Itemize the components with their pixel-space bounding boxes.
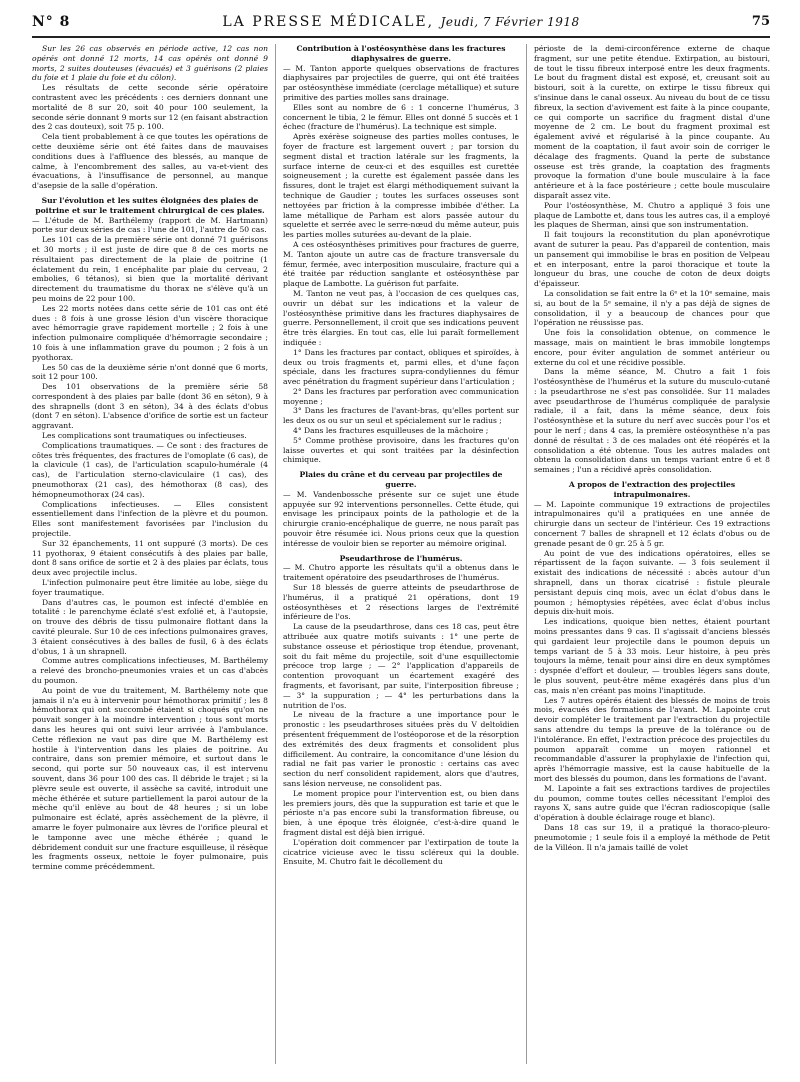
paragraph: Des 101 observations de la première série 58 correspondent à des plaies par balle (dont 36 en séton), 9 à des shrapnells (dont 3 en séton), 34 à des éclats d'obus (dont 7 en séton). L'absence d'orifice de sortie est un facteur aggravant. — [32, 382, 268, 431]
heading-lead: — L'étude de M. Barthélemy (rapport de M. Hartmann) porte sur deux séries de cas : l'une de 101, l'autre de 50 cas. — [32, 215, 268, 235]
section-heading — [534, 480, 770, 500]
heading-title: Plaies du crâne et du cerveau par projectiles de guerre. — [299, 470, 503, 490]
list-item: 1° Dans les fractures par contact, obliques et spiroïdes, à deux ou trois fragments et, parmi elles, et d'une façon spéciale, dans les fractures supra-condyliennes du fémur avec pénétration du fragment supérieur dans l'articulation ; — [283, 347, 519, 387]
paragraph: Cela tient probablement à ce que toutes les opérations de cette deuxième série ont été faites dans de mauvaises conditions dues à l'affluence des blessés, au manque de calme, à l'encombrement des salles, au va-et-vient des évacuations, à l'insuffisance de personnel, au manque d'asepsie de la salle d'opération. — [32, 132, 268, 191]
paragraph: L'opération doit commencer par l'extirpation de toute la cicatrice vicieuse avec le tissu scléreux qui la double. Ensuite, M. Chutro fait le décollement du — [283, 837, 519, 867]
paragraph: Dans d'autres cas, le poumon est infecté d'emblée en totalité : le parenchyme éclaté s'est exfolié et, à l'autopsie, on trouve des débris de tissu pulmonaire flottant dans la cavité pleurale. Sur 10 de ces infections pulmonaires graves, 3 étaient consécutives à des balles de fusil, 6 à des éclats d'obus, 1 à un shrapnell. — [32, 597, 268, 656]
paragraph: Sur 32 épanchements, 11 ont suppuré (3 morts). De ces 11 pyothorax, 9 étaient consécutifs à des plaies par balle, dont 8 sans orifice de sortie et 2 à des plaies par éclats, tous deux avec projectile inclus. — [32, 538, 268, 578]
article-columns — [32, 44, 770, 1072]
paragraph: La consolidation se fait entre la 6ᵉ et la 10ᵉ semaine, mais si, au bout de la 5ᵉ semaine, il n'y a pas déjà de signes de consolidation, il y a beaucoup de chances pour que l'opération ne réussisse pas. — [534, 288, 770, 328]
paragraph: Le moment propice pour l'intervention est, ou bien dans les premiers jours, dès que la suppuration est tarie et que le périoste n'a pas encore subi la transformation fibreuse, ou bien, à une époque très éloignée, c'est-à-dire quand le fragment distal est déjà bien irrigué. — [283, 788, 519, 837]
list-item: 4° Dans les fractures esquilleuses de la mâchoire ; — [293, 426, 489, 436]
journal-name: LA PRESSE MÉDICALE, — [222, 14, 435, 30]
list-item: 2° Dans les fractures par perforation avec communication moyenne ; — [283, 386, 519, 406]
page-header — [32, 14, 770, 38]
heading-title: Sur l'évolution et les suites éloignées des plaies de poitrine et sur le traitement chirurgical de ces plaies. — [35, 195, 265, 215]
paragraph: M. Tanton ne veut pas, à l'occasion de ces quelques cas, ouvrir un débat sur les indications et la valeur de l'ostéosynthèse primitive dans les fractures diaphysaires de guerre. Personnellement, il croit que ses indications peuvent être très élargies. En tout cas, elle lui paraît formellement indiquée : — [283, 288, 519, 347]
paragraph: Au point de vue des indications opératoires, elles se répartissent de la façon suivante. — 3 fois seulement il existait des indications de nécessité : abcès autour d'un shrapnell, dans un thorax cicatrisé : fistule pleurale persistant depuis cinq mois, avec un éclat d'obus dans le poumon ; hémoptysies répétées, avec éclat d'obus inclus depuis dix-huit mois. — [534, 548, 770, 617]
section-heading — [32, 196, 268, 216]
paragraph: Les complications sont traumatiques ou infectieuses. — [42, 431, 247, 441]
paragraph: Les 22 morts notées dans cette série de 101 cas ont été dues : 8 fois à une grosse lésion d'un viscère thoracique avec hémorragie grave rapidement mortelle ; 2 fois à une infection pulmonaire compliquée d'hémorragie secondaire ; 10 fois à une inflammation grave du poumon ; 2 fois à un pyothorax. — [32, 303, 268, 362]
section-heading — [283, 44, 519, 64]
paragraph: Au point de vue du traitement, M. Barthélemy note que jamais il n'a eu à intervenir pour hémothorax primitif ; les 8 hémothorax qui ont succombé étaient si choqués qu'on ne pouvait songer à la moindre intervention ; tous sont morts dans les heures qui ont suivi leur arrivée à l'ambulance. Cette réflexion ne vaut pas dire que M. Barthélemy est hostile à l'intervention dans les plaies de poitrine. Au contraire, dans son premier mémoire, et surtout dans le second, qui porte sur 50 nouveaux cas, il est intervenu souvent, dans 36 pour 100 des cas. Il débride le trajet ; si la plèvre seule est ouverte, il assèche sa cavité, introduit une mèche éthérée et suture partiellement la paroi autour de la mèche qu'il enlève au bout de 48 heures ; si un lobe pulmonaire est éclaté, après assèchement de la plèvre, il amarre le foyer pulmonaire aux lèvres de l'orifice pleural et le tamponne avec une mèche éthérée ; quand le débridement conduit sur une fracture esquilleuse, il résèque les fragments osseux, nettoie le foyer pulmonaire, puis termine comme précédemment. — [32, 685, 268, 872]
paragraph: Elles sont au nombre de 6 : 1 concerne l'humérus, 3 concernent le tibia, 2 le fémur. Elles ont donné 5 succès et 1 échec (fracture de l'humérus). La technique est simple. — [283, 102, 519, 132]
issue-number: N° 8 — [32, 14, 71, 30]
paragraph: Sur 18 blessés de guerre atteints de pseudarthrose de l'humérus, il a pratiqué 21 opérations, dont 19 ostéosynthèses et 2 résections larges de l'extrémité inférieure de l'os. — [283, 583, 519, 622]
heading-lead: — M. Vandenbossche présente sur ce sujet une étude appuyée sur 92 interventions personnelles. Cette étude, qui envisage les principaux points de la pathologie et de la chirurgie cranio-encéphalique de guerre, ne nous paraît pas pouvoir être résumée ici. Nous prions ceux que la question intéresse de vouloir bien se reporter au mémoire original. — [283, 489, 519, 548]
paragraph: Les indications, quoique bien nettes, étaient pourtant moins pressantes dans 9 cas. Il s'agissait d'anciens blessés qui gardaient leur projectile dans le poumon depuis un temps variant de 5 à 33 mois. Leur histoire, à peu près toujours la même, tenait pour ainsi dire en deux symptômes : dyspnée d'effort et douleur, — troubles légers sans doute, le plus souvent, peut-être même exagérés dans plus d'un cas, mais n'en créant pas moins l'inaptitude. — [534, 617, 770, 695]
paragraph: Il fait toujours la reconstitution du plan aponévrotique avant de suturer la peau. Pas d'appareil de contention, mais un pansement qui immobilise le bras en position de Velpeau et en interposant, entre la paroi thoracique et toute la longueur du bras, une couche de coton de deux doigts d'épaisseur. — [534, 230, 770, 289]
paragraph: Sur les 26 cas observés en période active, 12 cas non opérés ont donné 12 morts, 14 cas opérés ont donné 9 morts, 2 suites douteuses (évacués) et 3 guérisons (2 plaies du foie et 1 plaie du foie et du côlon). — [32, 44, 268, 83]
running-title — [32, 14, 770, 30]
heading-title: Pseudarthrose de l'humérus. — [339, 553, 463, 563]
paragraph: Les 101 cas de la première série ont donné 71 guérisons et 30 morts ; il est juste de dire que 8 de ces morts ne résultaient pas directement de la plaie de poitrine (1 éclatement du rein, 1 encéphalite par plaie du cerveau, 2 embolies, 6 tétanos), si bien que la mortalité dérivant directement du traumatisme du thorax ne s'élève qu'à un peu moins de 22 pour 100. — [32, 235, 268, 303]
column-2 — [283, 44, 519, 1072]
paragraph: Complications traumatiques. — Ce sont : des fractures de côtes très fréquentes, des fractures de l'omoplate (6 cas), de la clavicule (1 cas), de l'articulation scapulo-humérale (4 cas), de l'articulation sterno-claviculaire (1 cas), des pneumothorax (21 cas), des hémothorax (8 cas), des hémopneumothorax (24 cas). — [32, 440, 268, 499]
heading-lead: — M. Lapointe communique 19 extractions de projectiles intrapulmonaires qu'il a pratiquées en une année de chirurgie dans un secteur de l'intérieur. Ces 19 extractions concernent 7 balles de shrapnell et 12 éclats d'obus ou de grenade pesant de 0 gr. 25 à 5 gr. — [534, 499, 770, 548]
heading-lead: — M. Tanton apporte quelques observations de fractures diaphysaires par projectiles de guerre, qui ont été traitées par ostéosynthèse immédiate (cerclage métallique) et suture primitive des parties molles sans drainage. — [283, 63, 519, 102]
list-item: 3° Dans les fractures de l'avant-bras, qu'elles portent sur les deux os ou sur un seul et spécialement sur le radius ; — [283, 406, 519, 426]
heading-title: A propos de l'extraction des projectiles intrapulmonaires. — [568, 480, 736, 499]
paragraph: Dans la même séance, M. Chutro a fait 1 fois l'ostéosynthèse de l'humérus et la suture du musculo-cutané : la pseudarthrose ne s'est pas consolidée. Sur 11 malades avec pseudarthrose de l'humérus compliquée de paralysie radiale, il a fait, dans la même séance, deux fois l'ostéosynthèse et la suture du nerf avec succès pour l'os et pour le nerf ; dans 4 cas, la première ostéosynthèse n'a pas donné de résultat : 3 de ces malades ont été réopérés et la consolidation a été obtenue. Tous les autres malades ont obtenu la consolidation dans un temps variant entre 6 et 8 semaines ; l'un a récidivé après consolidation. — [534, 367, 770, 475]
paragraph: Les résultats de cette seconde série opératoire contrastent avec les précédents : ces derniers donnant une mortalité de 8 sur 20, soit 40 pour 100 seulement, la seconde série donnant 9 morts sur 12 (en faisant abstraction des 2 cas douteux), soit 75 p. 100. — [32, 83, 268, 132]
paragraph: périoste de la demi-circonférence externe de chaque fragment, sur une petite étendue. Extirpation, au bistouri, de tout le tissu fibreux interposé entre les deux fragments. Le bout du fragment distal est exposé, et, creusant soit au bistouri, soit à la curette, on extirpe le tissu fibreux qui s'insinue dans le canal osseux. Au niveau du bout de ce tissu fibreux, la section d'avivement est faite à la pince coupante, ce qui comporte un sacrifice du fragment distal d'une moyenne de 2 cm. Le bout du fragment proximal est également avivé et régularisé à la pince coupante. Au moment de la coaptation, il faut avoir soin de corriger le décalage des fragments. Quand la perte de substance osseuse est très grande, la coaptation des fragments provoque la formation d'une boule musculaire à la face antérieure et à la face postérieure ; cette boule musculaire disparaît assez vite. — [534, 44, 770, 200]
paragraph: Comme autres complications infectieuses, M. Barthélemy a relevé des broncho-pneumonies vraies et un cas d'abcès du poumon. — [32, 656, 268, 685]
section-heading — [283, 554, 519, 564]
paragraph: Dans 18 cas sur 19, il a pratiqué la thoraco-pleuro-pneumotomie ; 1 seule fois il a employé la méthode de Petit de la Villéon. Il n'a jamais taillé de volet — [534, 822, 770, 852]
paragraph: Le niveau de la fracture a une importance pour le pronostic : les pseudarthroses situées près du V deltoïdien présentent fréquemment de l'ostéoporose et de la résorption des extrémités des deux fragments et consolident plus difficilement. Au contraire, la concomitance d'une lésion du radial ne fait pas varier le pronostic : certains cas avec section du nerf consolident rapidement, alors que d'autres, sans lésion nerveuse, ne consolident pas. — [283, 710, 519, 788]
heading-title: Contribution à l'ostéosynthèse dans les fractures diaphysaires de guerre. — [296, 44, 506, 63]
page-number: 75 — [751, 14, 770, 29]
heading-lead: — M. Chutro apporte les résultats qu'il a obtenus dans le traitement opératoire des pseudarthroses de l'humérus. — [283, 563, 519, 583]
paragraph: Après exérèse soigneuse des parties molles contuses, le foyer de fracture est largement ouvert ; par torsion du segment distal et traction latérale sur les fragments, la surface interne de ceux-ci et des esquilles est curettée soigneusement ; la curette est également passée dans les fissures, dont le trajet est élargi méthodiquement suivant la technique de Gaudier ; toutes les surfaces osseuses sont nettoyées par friction à la compresse imbibée d'éther. La lame métallique de Parham est alors passée autour du squelette et serrée avec le serre-nœud du même auteur, puis les parties molles suturées au-devant de la plaie. — [283, 132, 519, 240]
paragraph: M. Lapointe a fait ses extractions tardives de projectiles du poumon, comme toutes celles nécessitant l'emploi des rayons X, sans autre guide que l'écran radioscopique (salle d'opération à double éclairage rouge et blanc). — [534, 783, 770, 823]
column-1 — [32, 44, 268, 1072]
list-item: 5° Comme prothèse provisoire, dans les fractures qu'on laisse ouvertes et qui sont traitées par la désinfection chimique. — [283, 435, 519, 465]
column-3 — [534, 44, 770, 1072]
paragraph: La cause de la pseudarthrose, dans ces 18 cas, peut être attribuée aux quatre motifs suivants : 1° une perte de substance osseuse et périostique trop étendue, provenant, soit du fait même du projectile, soit d'une esquillectomie précoce trop large ; — 2° l'application d'appareils de contention provoquant un écartement exagéré des fragments, et favorisant, par suite, l'interposition fibreuse ; — 3° la suppuration ; — 4° les perturbations dans la nutrition de l'os. — [283, 622, 519, 710]
paragraph: Pour l'ostéosynthèse, M. Chutro a appliqué 3 fois une plaque de Lambotte et, dans tous les autres cas, il a employé les plaques de Sherman, ainsi que son instrumentation. — [534, 200, 770, 230]
section-heading — [283, 470, 519, 490]
paragraph: A ces ostéosynthèses primitives pour fractures de guerre, M. Tanton ajoute un autre cas de fracture transversale du fémur, fermée, avec interposition musculaire, fracture qui a été traitée par réduction sanglante et ostéosynthèse par plaque de Lambotte. La guérison fut parfaite. — [283, 239, 519, 289]
issue-date: Jeudi, 7 Février 1918 — [440, 15, 580, 29]
paragraph: Une fois la consolidation obtenue, on commence le massage, mais on maintient le bras immobile longtemps encore, pour éviter angulation de sommet antérieur ou externe du col et une récidive possible. — [534, 328, 770, 367]
paragraph: Les 50 cas de la deuxième série n'ont donné que 6 morts, soit 12 pour 100. — [32, 362, 268, 382]
paragraph: Complications infectieuses. — Elles consistent essentiellement dans l'infection de la plèvre et du poumon. Elles sont manifestement favorisées par l'inclusion du projectile. — [32, 499, 268, 539]
paragraph: Les 7 autres opérés étaient des blessés de moins de trois mois, évacués des formations de l'avant. M. Lapointe crut devoir compléter le traitement par l'extraction du projectile sans attendre du temps la preuve de la tolérance ou de l'intolérance. En effet, l'extraction précoce des projectiles du poumon apparaît comme un moyen rationnel et recommandable d'assurer la prophylaxie de l'infection qui, après l'hémorragie massive, est la cause habituelle de la mort des blessés du poumon, dans les formations de l'avant. — [534, 695, 770, 783]
paragraph: L'infection pulmonaire peut être limitée au lobe, siège du foyer traumatique. — [32, 578, 268, 597]
